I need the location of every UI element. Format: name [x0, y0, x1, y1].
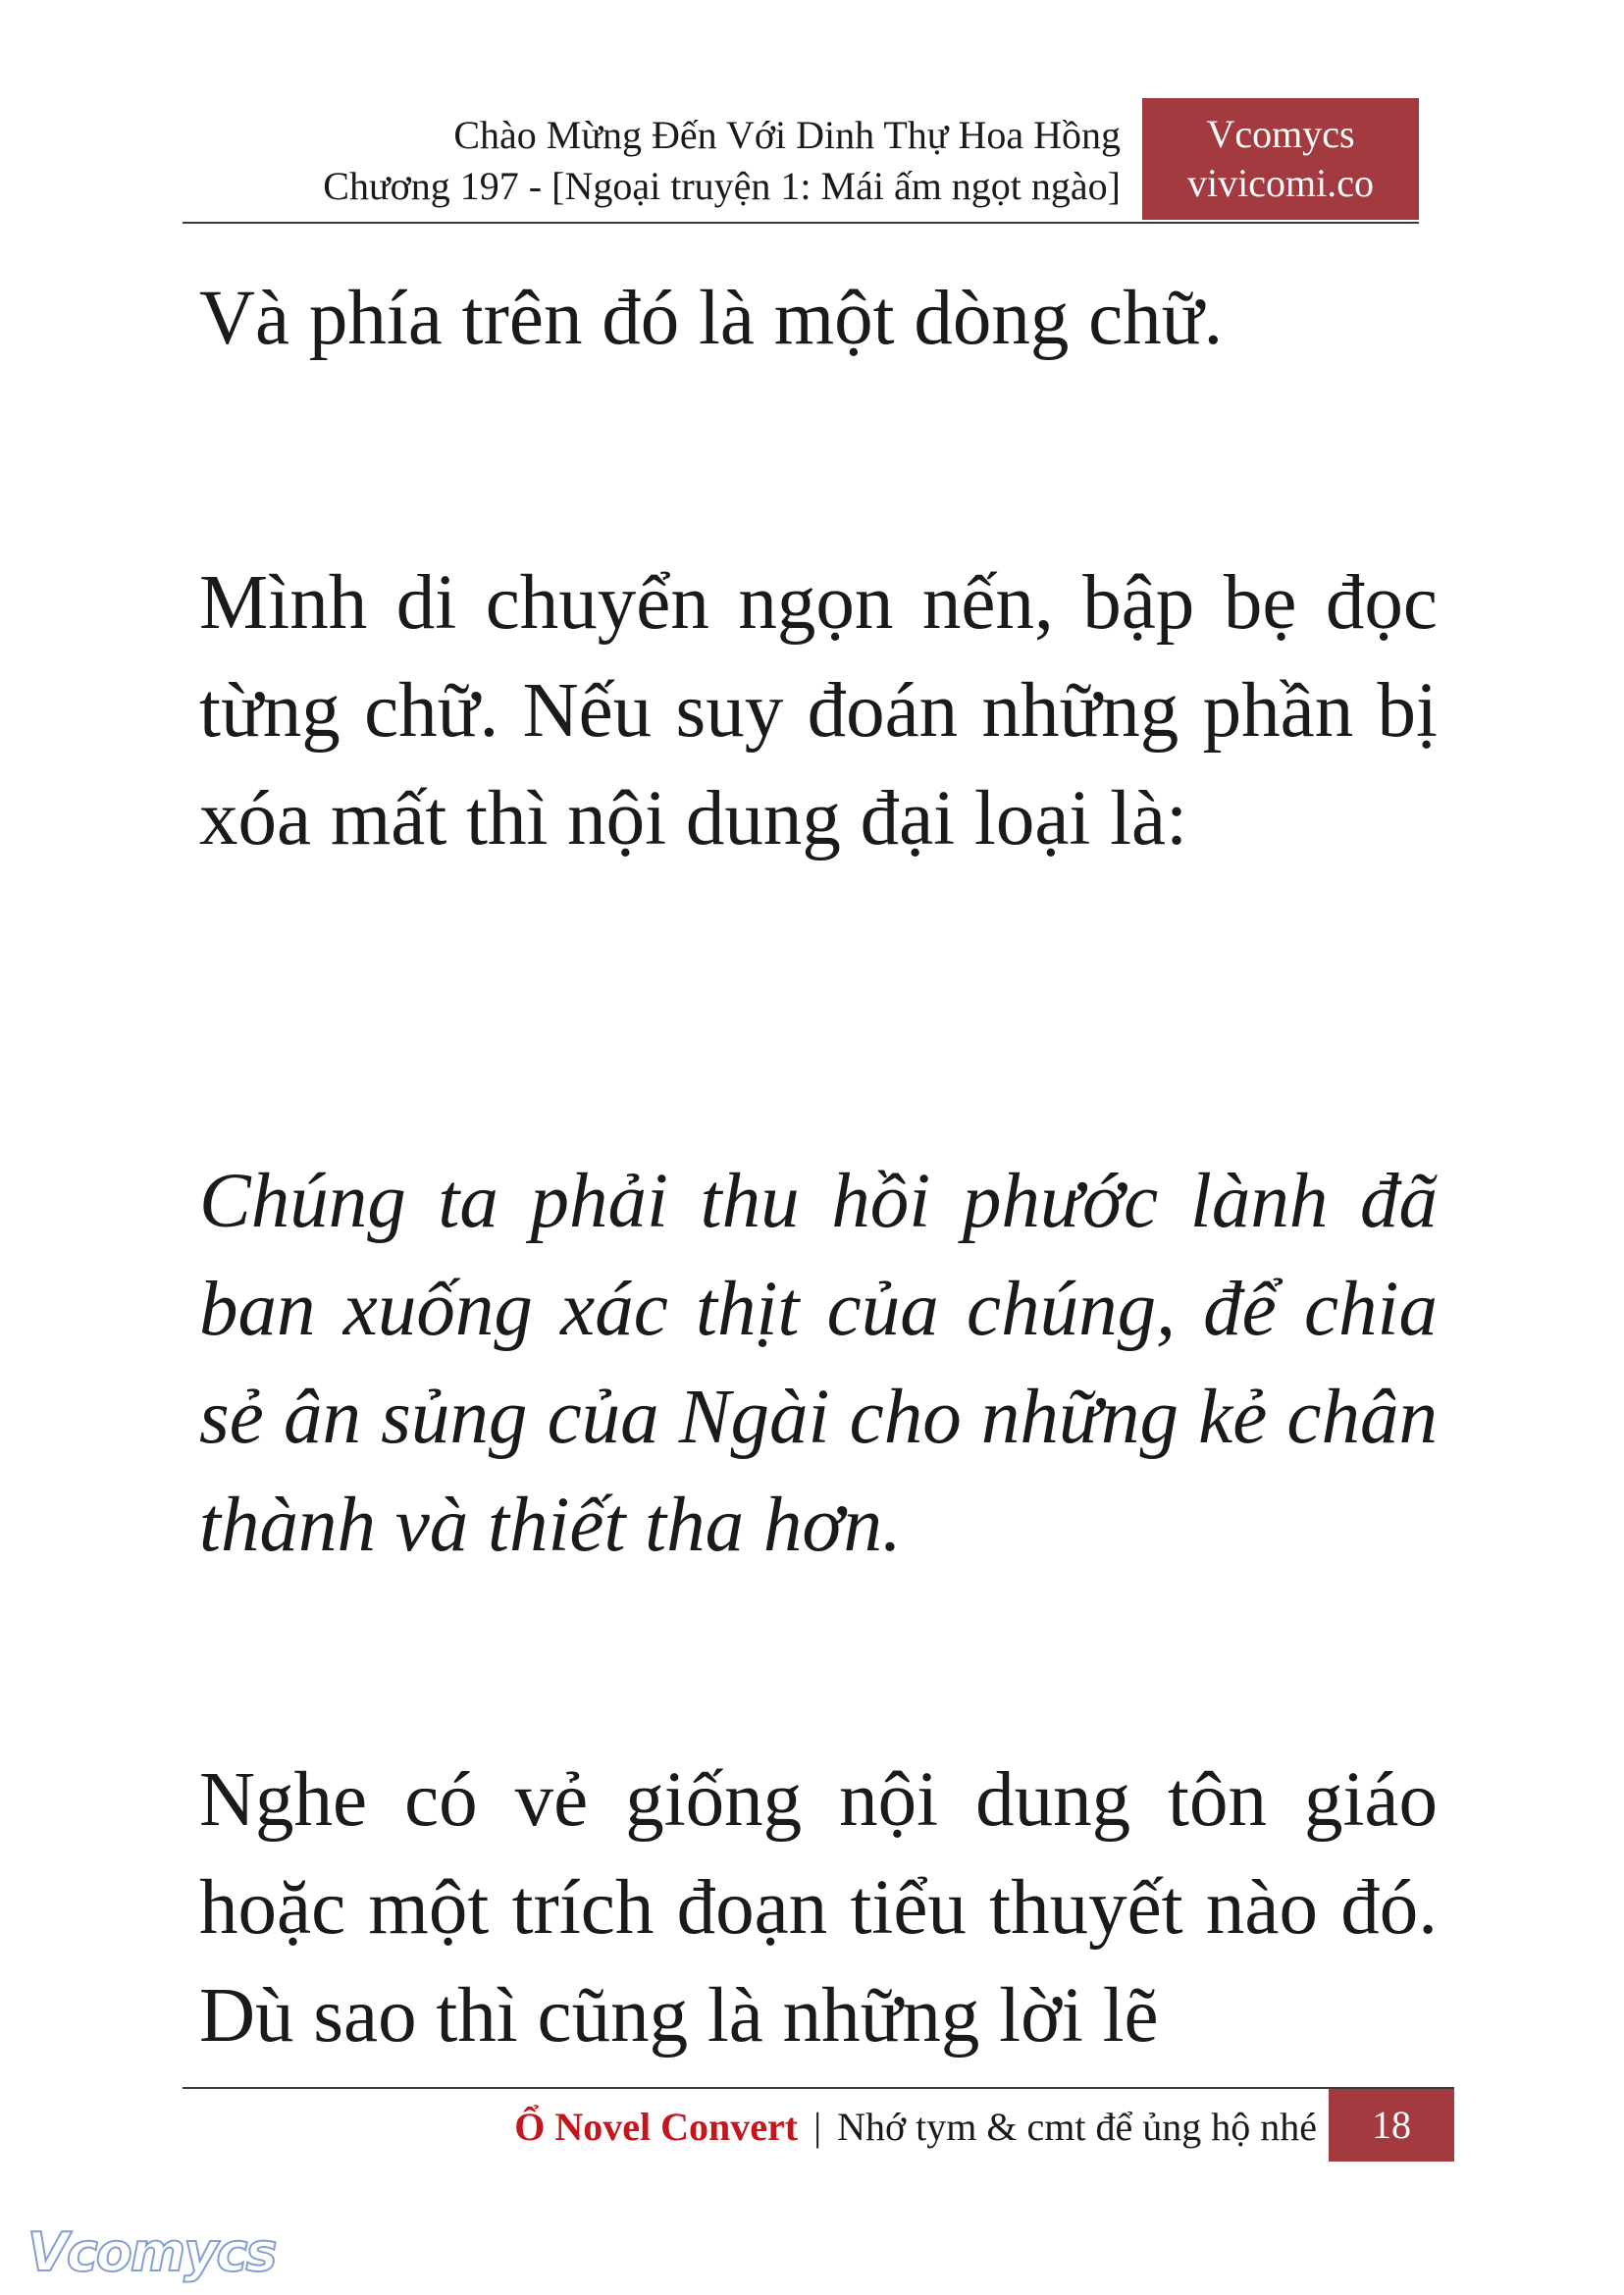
page-header — [183, 98, 1419, 224]
paragraph-2: Mình di chuyển ngọn nến, bập bẹ đọc từng chữ. Nếu suy đoán những phần bị xóa mất thì nội dung đại loại là: — [199, 560, 1438, 861]
book-title: Chào Mừng Đến Với Dinh Thự Hoa Hồng — [453, 113, 1121, 157]
paragraph-1: Và phía trên đó là một dòng chữ. — [199, 276, 1224, 361]
header-titles — [323, 110, 1121, 212]
footer-text — [514, 2103, 1317, 2152]
vcomycs-watermark-logo: Vcomycs — [27, 2221, 276, 2283]
site-name: Vcomycs — [1206, 112, 1355, 156]
footer-separator: | — [813, 2105, 822, 2149]
site-badge — [1142, 98, 1419, 220]
chapter-title: Chương 197 - [Ngoại truyện 1: Mái ấm ngọt ngào] — [323, 164, 1121, 208]
quoted-inscription: Chúng ta phải thu hồi phước lành đã ban xuống xác thịt của chúng, để chia sẻ ân sủng của Ngài cho những kẻ chân thành và thiết tha hơn. — [199, 1159, 1438, 1568]
page-number: 18 — [1329, 2089, 1454, 2162]
paragraph-4: Nghe có vẻ giống nội dung tôn giáo hoặc một trích đoạn tiểu thuyết nào đó. Dù sao thì cũng là những lời lẽ — [199, 1757, 1438, 2059]
footer-brand: Ổ Novel Convert — [514, 2105, 799, 2149]
site-url: vivicomi.co — [1187, 161, 1374, 205]
footer-message: Nhớ tym & cmt để ủng hộ nhé — [837, 2105, 1317, 2149]
page-footer — [183, 2087, 1454, 2164]
